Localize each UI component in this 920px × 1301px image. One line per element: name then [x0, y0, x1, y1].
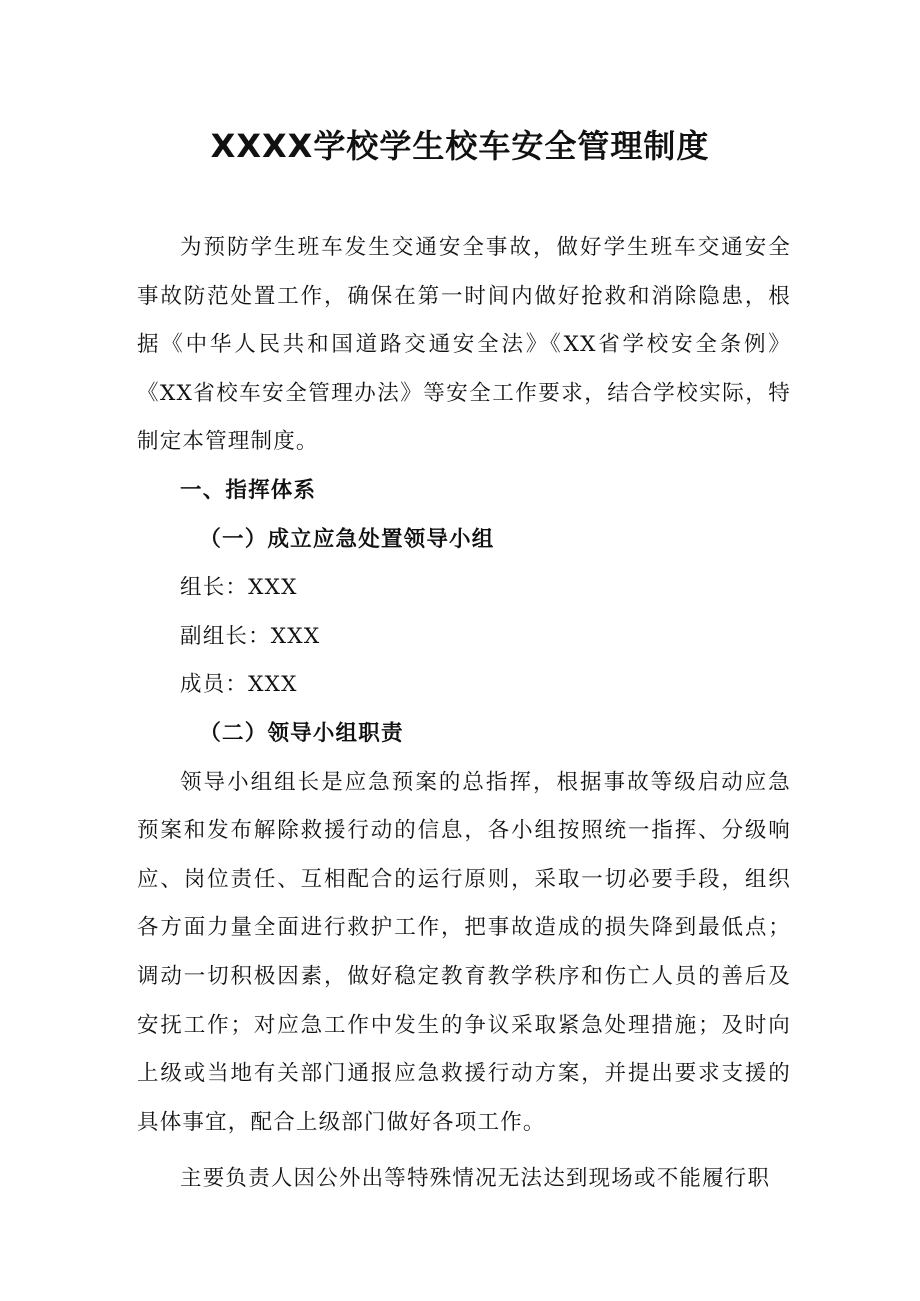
section-heading-command-system: 一、指挥体系 — [180, 477, 317, 503]
document-body — [137, 224, 791, 1204]
group-leader-line: 组长：XXX — [180, 575, 298, 601]
intro-paragraph: 为预防学生班车发生交通安全事故，做好学生班车交通安全事故防范处置工作，确保在第一时间内做好抢救和消除隐患，根据《中华人民共和国道路交通安全法》《XX省学校安全条例》《XX省校车安全管理办法》等安全工作要求，结合学校实际，特制定本管理制度。 — [137, 235, 791, 455]
continued-paragraph: 主要负责人因公外出等特殊情况无法达到现场或不能履行职 — [180, 1166, 771, 1192]
deputy-leader-line: 副组长：XXX — [180, 623, 321, 649]
members-line: 成员：XXX — [180, 672, 298, 698]
document-title: XXXX学校学生校车安全管理制度 — [210, 127, 710, 165]
subsection-heading-duties: （二）领导小组职责 — [199, 720, 404, 746]
duties-paragraph: 领导小组组长是应急预案的总指挥，根据事故等级启动应急预案和发布解除救援行动的信息，各小组按照统一指挥、分级响应、岗位责任、互相配合的运行原则，采取一切必要手段，组织各方面力量全面进行救护工作，把事故造成的损失降到最低点；调动一切积极因素，做好稳定教育教学秩序和伤亡人员的善后及安抚工作；对应急工作中发生的争议采取紧急处理措施；及时向上级或当地有关部门通报应急救援行动方案，并提出要求支援的具体事宜，配合上级部门做好各项工作。 — [137, 769, 791, 1135]
subsection-heading-leading-group: （一）成立应急处置领导小组 — [199, 526, 495, 552]
